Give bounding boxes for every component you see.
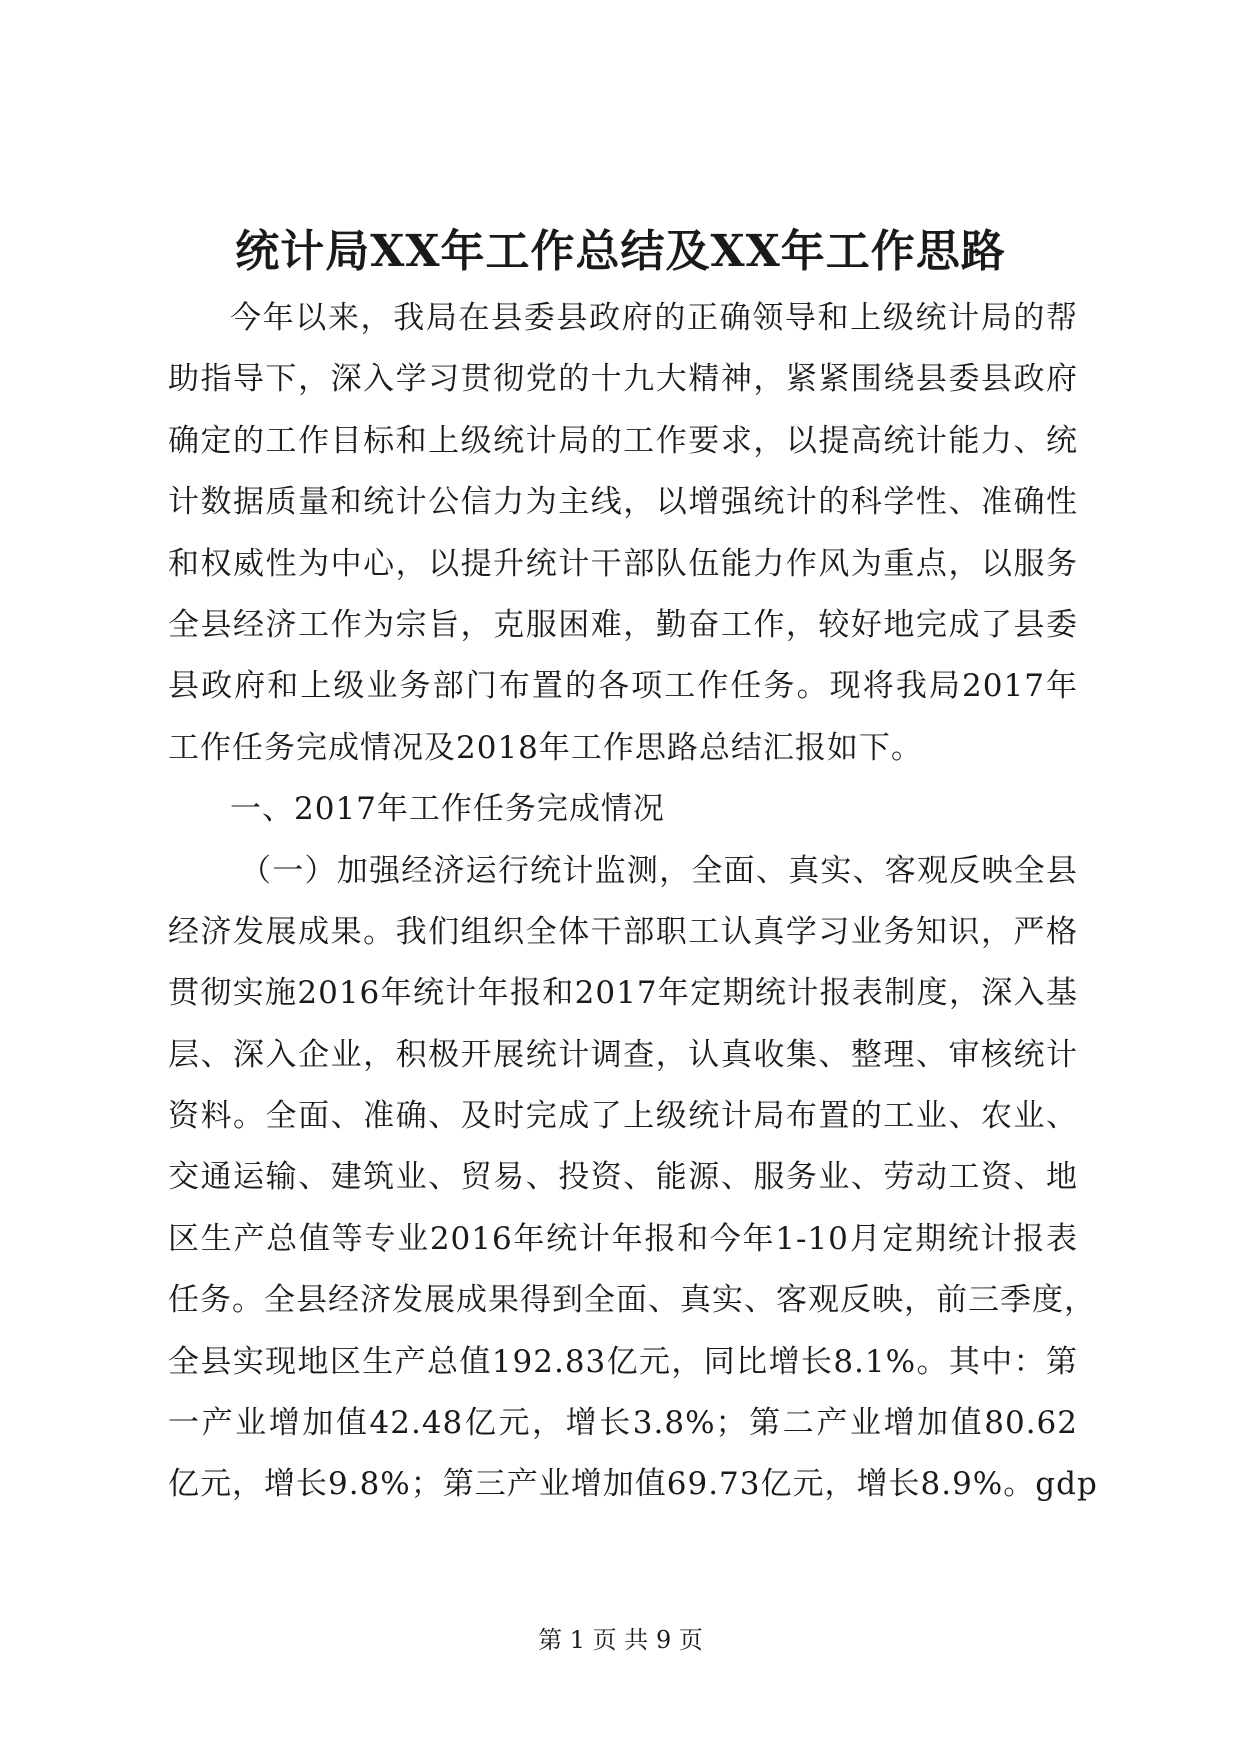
paragraph-line: 资料。全面、准确、及时完成了上级统计局布置的工业、农业、 [168, 1098, 1078, 1135]
subsection-heading-line: （一）加强经济运行统计监测，全面、真实、客观反映全县 [240, 852, 1078, 889]
paragraph-line: 确定的工作目标和上级统计局的工作要求，以提高统计能力、统 [168, 422, 1078, 459]
paragraph-line: 亿元，增长9.8%；第三产业增加值69.73亿元，增长8.9%。gdp [168, 1466, 1098, 1503]
paragraph-line: 计数据质量和统计公信力为主线，以增强统计的科学性、准确性 [168, 484, 1078, 521]
paragraph-line: 区生产总值等专业2016年统计年报和今年1-10月定期统计报表 [168, 1220, 1078, 1257]
paragraph-line: 交通运输、建筑业、贸易、投资、能源、服务业、劳动工资、地 [168, 1159, 1078, 1196]
document-title: 统计局XX年工作总结及XX年工作思路 [235, 226, 1006, 277]
page-footer: 第 1 页 共 9 页 [538, 1626, 703, 1654]
paragraph-line: 任务。全县经济发展成果得到全面、真实、客观反映，前三季度， [168, 1282, 1096, 1319]
paragraph-line: 和权威性为中心，以提升统计干部队伍能力作风为重点，以服务 [168, 545, 1078, 582]
paragraph-line: 全县经济工作为宗旨，克服困难，勤奋工作，较好地完成了县委 [168, 606, 1078, 643]
paragraph-line: 贯彻实施2016年统计年报和2017年定期统计报表制度，深入基 [168, 975, 1078, 1012]
paragraph-line: 一产业增加值42.48亿元，增长3.8%；第二产业增加值80.62 [168, 1405, 1078, 1442]
paragraph-line: 县政府和上级业务部门布置的各项工作任务。现将我局2017年 [168, 668, 1078, 705]
paragraph-line: 全县实现地区生产总值192.83亿元，同比增长8.1%。其中：第 [168, 1343, 1078, 1380]
paragraph-line: 助指导下，深入学习贯彻党的十九大精神，紧紧围绕县委县政府 [168, 361, 1078, 398]
section-heading: 一、2017年工作任务完成情况 [230, 791, 665, 828]
paragraph-line: 经济发展成果。我们组织全体干部职工认真学习业务知识，严格 [168, 913, 1078, 950]
paragraph-line: 层、深入企业，积极开展统计调查，认真收集、整理、审核统计 [168, 1036, 1078, 1073]
paragraph-line: 今年以来，我局在县委县政府的正确领导和上级统计局的帮 [230, 300, 1078, 336]
document-body [168, 288, 1098, 1516]
paragraph-line: 工作任务完成情况及2018年工作思路总结汇报如下。 [168, 729, 923, 766]
